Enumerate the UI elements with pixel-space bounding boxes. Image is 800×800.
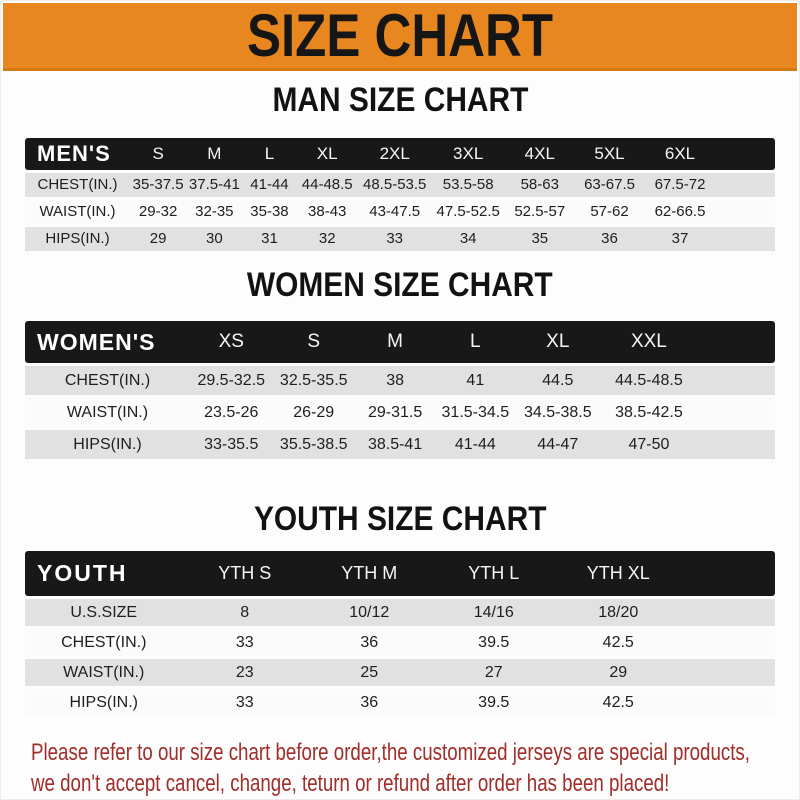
men-waist-row: [25, 200, 775, 224]
row-label: WAIST(IN.): [25, 659, 183, 686]
size-cell: 14/16: [432, 599, 557, 626]
size-cell: 32: [296, 227, 358, 251]
men-col-header: 2XL: [358, 138, 431, 170]
size-cell: 62-66.5: [644, 200, 715, 224]
size-cell: 25: [307, 659, 432, 686]
youth-chest-row: [25, 629, 775, 656]
men-col-header: 6XL: [644, 138, 715, 170]
size-cell: 38-43: [296, 200, 358, 224]
size-cell: 63-67.5: [575, 173, 645, 197]
size-cell: 35.5-38.5: [272, 430, 354, 459]
footer-note-line2: we don't accept cancel, change, teturn or refund after order has been placed!: [31, 770, 670, 798]
size-cell: 8: [183, 599, 308, 626]
men-section-title-text: MAN SIZE CHART: [272, 81, 528, 119]
size-cell: 10/12: [307, 599, 432, 626]
size-cell: 35-38: [242, 200, 296, 224]
women-header-filler: [698, 321, 775, 363]
women-header-row: [25, 321, 775, 363]
row-label: HIPS(IN.): [25, 689, 183, 716]
size-cell: 36: [307, 629, 432, 656]
size-cell: 41: [435, 366, 515, 395]
men-col-header: 5XL: [575, 138, 645, 170]
size-cell: 38: [355, 366, 435, 395]
size-cell: 23.5-26: [190, 398, 272, 427]
youth-col-header: YTH L: [432, 551, 557, 596]
filler: [681, 629, 776, 656]
size-cell: 29-32: [130, 200, 186, 224]
size-cell: 34: [431, 227, 504, 251]
size-cell: 32-35: [186, 200, 242, 224]
size-cell: 47.5-52.5: [431, 200, 504, 224]
row-label: CHEST(IN.): [25, 366, 190, 395]
size-cell: 31: [242, 227, 296, 251]
filler: [698, 398, 775, 427]
size-cell: 38.5-41: [355, 430, 435, 459]
size-cell: 29-31.5: [355, 398, 435, 427]
size-cell: 42.5: [556, 629, 681, 656]
filler: [698, 366, 775, 395]
size-cell: 35: [505, 227, 575, 251]
size-cell: 39.5: [432, 689, 557, 716]
women-col-header: XL: [515, 321, 600, 363]
size-cell: 41-44: [242, 173, 296, 197]
row-label: WAIST(IN.): [25, 398, 190, 427]
youth-header-filler: [681, 551, 776, 596]
size-cell: 57-62: [575, 200, 645, 224]
youth-header-label: YOUTH: [25, 551, 183, 596]
men-col-header: 4XL: [505, 138, 575, 170]
youth-size-table: [25, 548, 775, 719]
size-cell: 44-48.5: [296, 173, 358, 197]
size-cell: 29: [556, 659, 681, 686]
size-cell: 27: [432, 659, 557, 686]
women-waist-row: [25, 398, 775, 427]
women-chest-row: [25, 366, 775, 395]
footer-note-line1: Please refer to our size chart before order,the customized jerseys are special products,: [31, 739, 751, 767]
size-cell: 42.5: [556, 689, 681, 716]
youth-ussize-row: [25, 599, 775, 626]
filler: [716, 227, 775, 251]
women-section-title: [1, 265, 799, 304]
size-cell: 33-35.5: [190, 430, 272, 459]
size-cell: 23: [183, 659, 308, 686]
youth-header-row: [25, 551, 775, 596]
size-cell: 48.5-53.5: [358, 173, 431, 197]
size-cell: 37.5-41: [186, 173, 242, 197]
men-col-header: 3XL: [431, 138, 504, 170]
men-chest-row: [25, 173, 775, 197]
filler: [681, 659, 776, 686]
youth-waist-row: [25, 659, 775, 686]
size-cell: 32.5-35.5: [272, 366, 354, 395]
youth-section-title-text: YOUTH SIZE CHART: [253, 500, 547, 539]
row-label: CHEST(IN.): [25, 629, 183, 656]
men-section-title: [1, 83, 799, 119]
row-label: CHEST(IN.): [25, 173, 130, 197]
banner-title: SIZE CHART: [247, 1, 553, 69]
women-section-title-text: WOMEN SIZE CHART: [247, 265, 553, 304]
filler: [716, 173, 775, 197]
size-cell: 38.5-42.5: [600, 398, 698, 427]
men-col-header: XL: [296, 138, 358, 170]
filler: [681, 689, 776, 716]
size-cell: 58-63: [505, 173, 575, 197]
women-col-header: XS: [190, 321, 272, 363]
women-col-header: XXL: [600, 321, 698, 363]
size-cell: 33: [183, 629, 308, 656]
women-col-header: L: [435, 321, 515, 363]
size-cell: 36: [307, 689, 432, 716]
filler: [698, 430, 775, 459]
men-hips-row: [25, 227, 775, 251]
women-header-label: WOMEN'S: [25, 321, 190, 363]
row-label: U.S.SIZE: [25, 599, 183, 626]
men-header-label: MEN'S: [25, 138, 130, 170]
filler: [681, 599, 776, 626]
row-label: WAIST(IN.): [25, 200, 130, 224]
men-col-header: S: [130, 138, 186, 170]
filler: [716, 200, 775, 224]
size-cell: 26-29: [272, 398, 354, 427]
row-label: HIPS(IN.): [25, 430, 190, 459]
men-header-filler: [716, 138, 775, 170]
size-cell: 29.5-32.5: [190, 366, 272, 395]
women-size-table: [25, 318, 775, 462]
youth-col-header: YTH M: [307, 551, 432, 596]
size-cell: 39.5: [432, 629, 557, 656]
men-size-table: [25, 135, 775, 254]
size-cell: 29: [130, 227, 186, 251]
men-col-header: M: [186, 138, 242, 170]
women-hips-row: [25, 430, 775, 459]
size-cell: 67.5-72: [644, 173, 715, 197]
size-cell: 53.5-58: [431, 173, 504, 197]
size-cell: 37: [644, 227, 715, 251]
size-cell: 30: [186, 227, 242, 251]
footer-note: [1, 737, 799, 799]
men-header-row: [25, 138, 775, 170]
women-col-header: M: [355, 321, 435, 363]
youth-col-header: YTH XL: [556, 551, 681, 596]
youth-section-title: [1, 502, 799, 538]
size-cell: 33: [358, 227, 431, 251]
size-cell: 47-50: [600, 430, 698, 459]
size-cell: 44-47: [515, 430, 600, 459]
size-cell: 41-44: [435, 430, 515, 459]
banner: [3, 3, 797, 71]
youth-hips-row: [25, 689, 775, 716]
size-cell: 44.5: [515, 366, 600, 395]
size-cell: 52.5-57: [505, 200, 575, 224]
youth-col-header: YTH S: [183, 551, 308, 596]
size-cell: 31.5-34.5: [435, 398, 515, 427]
men-col-header: L: [242, 138, 296, 170]
size-cell: 35-37.5: [130, 173, 186, 197]
size-cell: 36: [575, 227, 645, 251]
size-cell: 34.5-38.5: [515, 398, 600, 427]
size-cell: 43-47.5: [358, 200, 431, 224]
size-cell: 33: [183, 689, 308, 716]
size-cell: 18/20: [556, 599, 681, 626]
size-cell: 44.5-48.5: [600, 366, 698, 395]
row-label: HIPS(IN.): [25, 227, 130, 251]
women-col-header: S: [272, 321, 354, 363]
